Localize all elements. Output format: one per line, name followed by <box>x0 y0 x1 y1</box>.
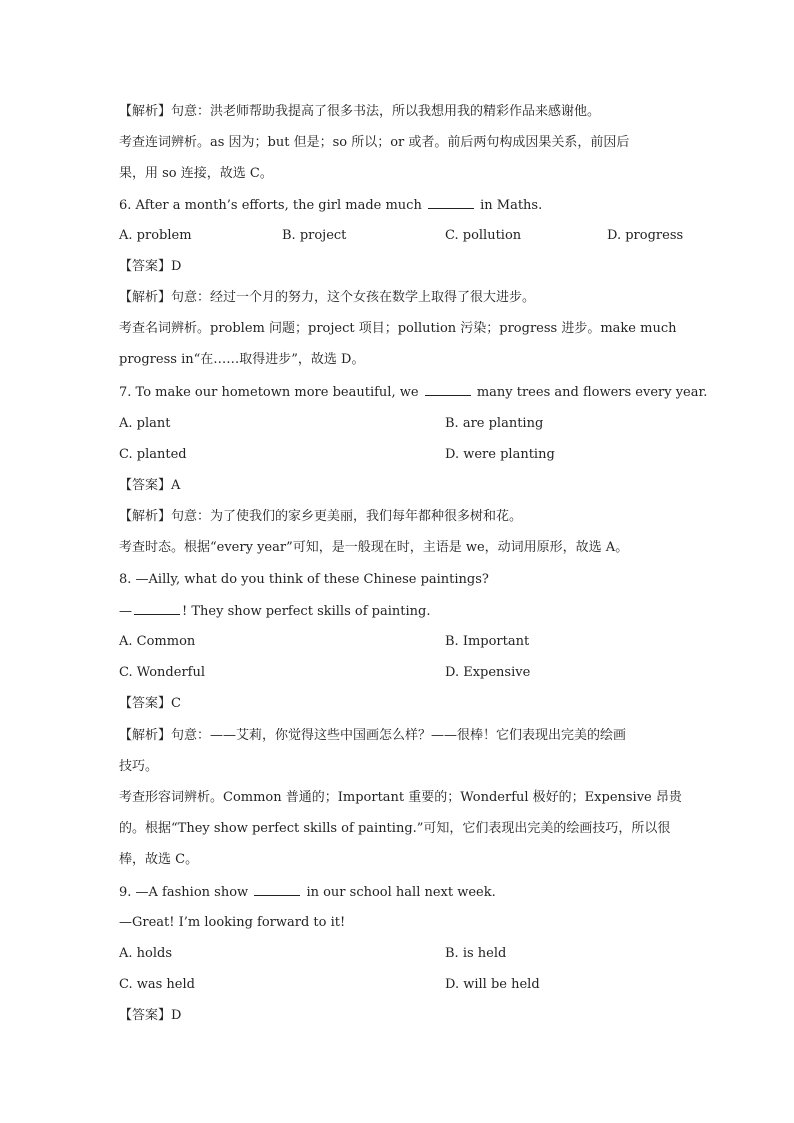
q7-option-c: C. planted <box>119 447 187 462</box>
question-7-text-a: 7. To make our hometown more beautiful, we <box>119 385 419 400</box>
question-8-reply-dash: — <box>119 604 132 619</box>
analysis-q6-line2: 考查名词辨析。problem 问题；project 项目；pollution 污染；progress 进步。make much <box>119 321 677 336</box>
analysis-q7-line2: 考查时态。根据“every year”可知，是一般现在时，主语是 we，动词用原形，故选 A。 <box>119 540 629 555</box>
q7-option-a: A. plant <box>119 416 171 431</box>
analysis-q5-line2: 考查连词辨析。as 因为；but 但是；so 所以；or 或者。前后两句构成因果关系，前因后 <box>119 135 630 150</box>
question-7-text-b: many trees and flowers every year. <box>476 385 708 400</box>
q9-option-b: B. is held <box>445 946 507 961</box>
analysis-q7: 【解析】句意：为了使我们的家乡更美丽，我们每年都种很多树和花。 <box>119 509 523 524</box>
answer-q6: 【答案】D <box>119 259 182 274</box>
q9-option-c: C. was held <box>119 977 195 992</box>
q7-option-b: B. are planting <box>445 416 544 431</box>
question-8-reply-text: ! They show perfect skills of painting. <box>182 604 431 619</box>
answer-q9: 【答案】D <box>119 1008 182 1023</box>
q6-option-a: A. problem <box>119 228 192 243</box>
question-9-text-a: 9. —A fashion show <box>119 885 249 900</box>
analysis-q8-line3: 考查形容词辨析。Common 普通的；Important 重要的；Wonderful 极好的；Expensive 昂贵 <box>119 790 682 805</box>
question-7 <box>119 383 707 402</box>
answer-blank <box>425 383 471 396</box>
q9-option-a: A. holds <box>119 946 173 961</box>
question-8-reply <box>119 602 430 621</box>
analysis-q8-line4: 的。根据“They show perfect skills of painting.”可知，它们表现出完美的绘画技巧，所以很 <box>119 821 671 836</box>
q7-option-d: D. were planting <box>445 447 555 462</box>
analysis-q5: 【解析】句意：洪老师帮助我提高了很多书法，所以我想用我的精彩作品来感谢他。 <box>119 104 601 119</box>
q8-option-d: D. Expensive <box>445 665 531 680</box>
analysis-q8-line5: 棒，故选 C。 <box>119 852 199 867</box>
question-8: 8. —Ailly, what do you think of these Chinese paintings? <box>119 572 489 587</box>
q6-option-c: C. pollution <box>445 228 522 243</box>
question-9-text-b: in our school hall next week. <box>306 885 496 900</box>
question-9 <box>119 883 496 902</box>
q6-option-b: B. project <box>282 228 347 243</box>
analysis-q8-line2: 技巧。 <box>119 759 159 774</box>
answer-blank <box>134 602 180 615</box>
analysis-q6: 【解析】句意：经过一个月的努力，这个女孩在数学上取得了很大进步。 <box>119 290 536 305</box>
q8-option-b: B. Important <box>445 634 530 649</box>
answer-q7: 【答案】A <box>119 478 181 493</box>
answer-blank <box>428 196 474 209</box>
q8-option-a: A. Common <box>119 634 196 649</box>
analysis-q8: 【解析】句意：——艾莉，你觉得这些中国画怎么样？——很棒！它们表现出完美的绘画 <box>119 728 627 743</box>
q6-option-d: D. progress <box>607 228 684 243</box>
answer-blank <box>254 883 300 896</box>
question-9-reply: —Great! I’m looking forward to it! <box>119 915 346 930</box>
question-6-text-b: in Maths. <box>480 198 543 213</box>
question-6 <box>119 196 542 215</box>
analysis-q5-line3: 果，用 so 连接，故选 C。 <box>119 166 273 181</box>
q8-option-c: C. Wonderful <box>119 665 205 680</box>
q9-option-d: D. will be held <box>445 977 540 992</box>
analysis-q6-line3: progress in“在……取得进步”，故选 D。 <box>119 352 365 367</box>
answer-q8: 【答案】C <box>119 696 181 711</box>
question-6-text-a: 6. After a month’s efforts, the girl made much <box>119 198 422 213</box>
